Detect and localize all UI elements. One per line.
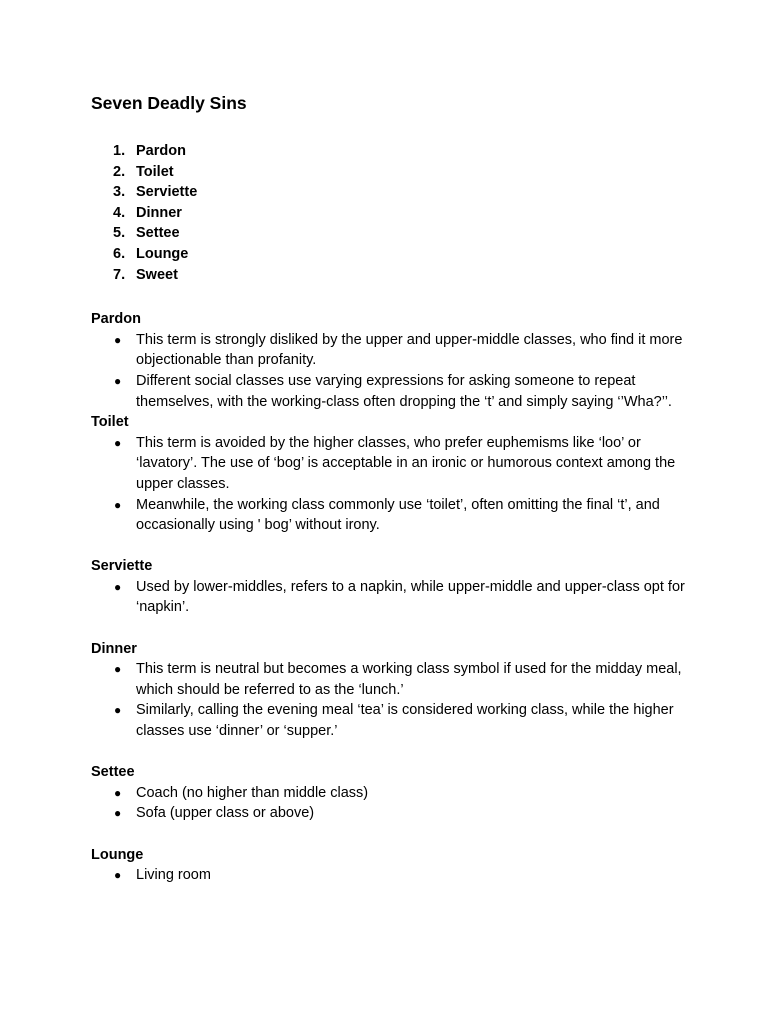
- section-heading: Settee: [91, 764, 135, 781]
- bullet-list: [91, 783, 688, 824]
- spacer: [91, 618, 688, 639]
- bullet-item: [91, 577, 688, 618]
- bullet-text: Sofa (upper class or above): [136, 805, 315, 822]
- list-number: 3.: [113, 184, 126, 201]
- list-label: Toilet: [136, 163, 174, 180]
- bullet-item: [91, 330, 688, 371]
- bullet-item: [91, 659, 688, 700]
- list-number: 7.: [113, 266, 126, 283]
- bullet-text: Meanwhile, the working class commonly use ‘toilet’, often omitting the final ‘t’, and occasionally using ' bog’ without irony.: [136, 496, 660, 534]
- bullet-text: Coach (no higher than middle class): [136, 784, 369, 801]
- section-heading: Lounge: [91, 846, 144, 863]
- list-number: 4.: [113, 204, 126, 221]
- spacer: [91, 824, 688, 845]
- list-item: [91, 203, 688, 224]
- section-settee: [91, 762, 688, 824]
- list-number: 5.: [113, 225, 126, 242]
- section-heading: Toilet: [91, 414, 129, 431]
- list-label: Serviette: [136, 184, 198, 201]
- bullet-list: [91, 330, 688, 412]
- bullet-icon: ●: [114, 785, 122, 800]
- section-serviette: [91, 556, 688, 618]
- list-label: Pardon: [136, 143, 186, 159]
- bullet-item: [91, 700, 688, 741]
- list-label: Dinner: [136, 204, 182, 221]
- bullet-icon: ●: [114, 703, 122, 718]
- list-number: 6.: [113, 245, 126, 262]
- list-item: [91, 141, 688, 162]
- bullet-item: [91, 433, 688, 495]
- bullet-text: This term is avoided by the higher classes, who prefer euphemisms like ‘loo’ or ‘lavatory’. The use of ‘bog’ is acceptable in an ironic or humorous context among the upper classes.: [136, 434, 676, 492]
- spacer: [91, 536, 688, 557]
- bullet-text: This term is strongly disliked by the upper and upper-middle classes, who find it more objectionable than profanity.: [136, 331, 683, 369]
- section-heading: Serviette: [91, 558, 153, 575]
- list-label: Lounge: [136, 245, 189, 262]
- list-item: [91, 162, 688, 183]
- bullet-text: Similarly, calling the evening meal ‘tea’ is considered working class, while the higher classes use ‘dinner’ or ‘supper.’: [136, 702, 674, 740]
- bullet-item: [91, 865, 688, 886]
- spacer: [91, 742, 688, 763]
- bullet-icon: ●: [114, 497, 122, 512]
- list-item: [91, 223, 688, 244]
- list-label: Sweet: [136, 266, 178, 283]
- bullet-item: [91, 371, 688, 412]
- bullet-list: [91, 659, 688, 741]
- bullet-item: [91, 803, 688, 824]
- section-dinner: [91, 639, 688, 742]
- list-item: [91, 244, 688, 265]
- bullet-list: [91, 865, 688, 886]
- bullet-icon: ●: [114, 662, 122, 677]
- bullet-icon: ●: [114, 868, 122, 883]
- list-number: 2.: [113, 163, 126, 180]
- list-item: [91, 182, 688, 203]
- bullet-icon: ●: [114, 332, 122, 347]
- list-label: Settee: [136, 225, 180, 242]
- bullet-text: Different social classes use varying expressions for asking someone to repeat themselves, with the working-class often dropping the ‘t’ and simply saying ‘’Wha?’’.: [136, 372, 672, 410]
- spacer: [91, 285, 688, 309]
- section-heading: Dinner: [91, 640, 137, 657]
- bullet-icon: ●: [114, 579, 122, 594]
- section-pardon: [91, 309, 688, 412]
- bullet-text: Living room: [136, 867, 211, 884]
- bullet-text: Used by lower-middles, refers to a napkin, while upper-middle and upper-class opt for ‘napkin’.: [136, 578, 685, 616]
- bullet-icon: ●: [114, 373, 122, 388]
- sins-list: [91, 141, 688, 285]
- section-toilet: [91, 412, 688, 536]
- bullet-list: [91, 577, 688, 618]
- section-heading: Pardon: [91, 311, 141, 328]
- bullet-list: [91, 433, 688, 536]
- bullet-icon: ●: [114, 806, 122, 821]
- bullet-item: [91, 783, 688, 804]
- bullet-text: This term is neutral but becomes a working class symbol if used for the midday meal, which should be referred to as the ‘lunch.’: [136, 661, 682, 698]
- list-number: 1.: [113, 143, 126, 159]
- section-lounge: [91, 845, 688, 886]
- bullet-item: [91, 495, 688, 536]
- list-item: [91, 265, 688, 286]
- bullet-icon: ●: [114, 435, 122, 450]
- document-title: Seven Deadly Sins: [91, 93, 247, 113]
